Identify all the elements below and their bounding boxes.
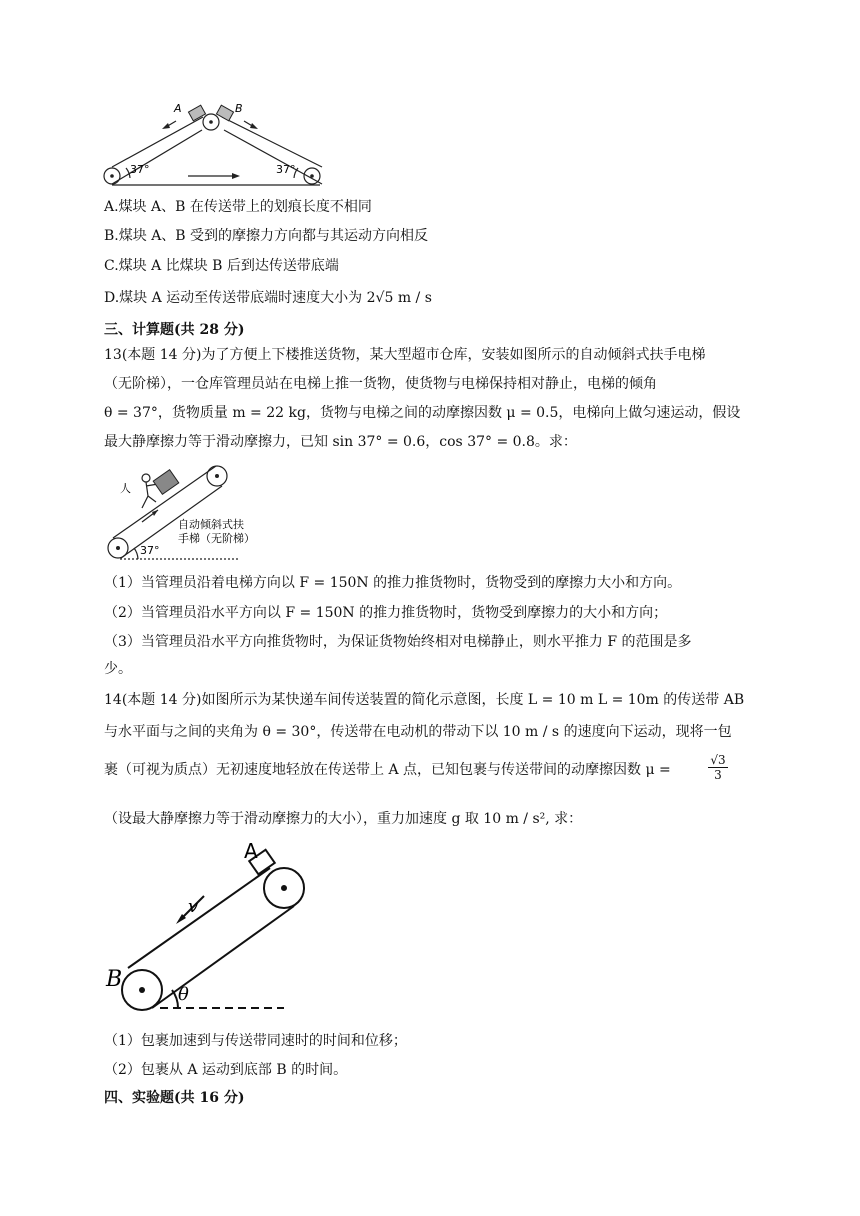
q14-line-4: （设最大静摩擦力等于滑动摩擦力的大小），重力加速度 g 取 10 m / s², 求： [104,811,583,827]
block-b [216,105,233,121]
q13-line-3: θ = 37°，货物质量 m = 22 kg，货物与电梯之间的动摩擦因数 μ = 0.5，电梯向上做匀速运动，假设 [104,405,741,421]
option-d: D.煤块 A 运动至传送带底端时速度大小为 2√5 m / s [104,290,432,306]
q13-sub-2: （2）当管理员沿水平方向以 F = 150N 的推力推货物时，货物受到摩擦力的大小和方向； [104,605,668,621]
figure-inclined-conveyor [104,840,304,1012]
block-a [188,105,205,121]
person-label: 人 [120,482,131,495]
mu-numerator: √3 [708,753,728,768]
option-c: C.煤块 A 比煤块 B 后到达传送带底端 [104,258,339,274]
label-b: B [106,967,123,992]
label-v: v [188,896,199,917]
q14-line-3: 裹（可视为质点）无初速度地轻放在传送带上 A 点，已知包裹与传送带间的动摩擦因数 μ = [104,762,671,778]
mu-denominator: 3 [714,768,722,782]
escalator-caption-2: 手梯（无阶梯） [178,532,255,545]
escalator-angle-label: 37° [140,544,160,557]
section-4-title: 四、实验题(共 16 分) [104,1090,245,1106]
q14-sub-1: （1）包裹加速到与传送带同速时的时间和位移； [104,1033,407,1049]
q14-line-2: 与水平面与之间的夹角为 θ = 30°，传送带在电动机的带动下以 10 m / s 的速度向下运动，现将一包 [104,724,732,740]
q13-line-1: 13(本题 14 分)为了方便上下楼推送货物，某大型超市仓库，安装如图所示的自动倾斜式扶手电梯 [104,347,706,363]
label-theta: θ [178,984,189,1005]
label-a: A [174,102,182,115]
label-a: A [244,839,258,863]
q13-sub-3a: （3）当管理员沿水平方向推货物时，为保证货物始终相对电梯静止，则水平推力 F 的范围是多 [104,634,692,650]
q13-line-2: （无阶梯），一仓库管理员站在电梯上推一货物，使货物与电梯保持相对静止，电梯的倾角 [104,376,657,392]
cargo-box [153,470,179,495]
q13-sub-3b: 少。 [104,661,132,677]
escalator-caption-1: 自动倾斜式扶 [178,518,244,531]
q14-sub-2: （2）包裹从 A 运动到底部 B 的时间。 [104,1062,348,1078]
option-a: A.煤块 A、B 在传送带上的划痕长度不相同 [104,199,372,215]
section-3-title: 三、计算题(共 28 分) [104,322,245,338]
mu-fraction [708,753,728,782]
angle-left-label: 37° [130,163,150,176]
q14-line-1: 14(本题 14 分)如图所示为某快递车间传送装置的简化示意图，长度 L = 10 m L = 10m 的传送带 AB [104,692,745,708]
figure-conveyor-twin-incline [100,98,330,190]
q13-sub-1: （1）当管理员沿着电梯方向以 F = 150N 的推力推货物时，货物受到的摩擦力大小和方向。 [104,575,682,591]
label-b: B [235,102,243,115]
figure-escalator [100,462,255,564]
angle-right-label: 37° [276,163,296,176]
q13-line-4: 最大静摩擦力等于滑动摩擦力，已知 sin 37° = 0.6，cos 37° = 0.8。求： [104,434,577,450]
option-b: B.煤块 A、B 受到的摩擦力方向都与其运动方向相反 [104,228,429,244]
